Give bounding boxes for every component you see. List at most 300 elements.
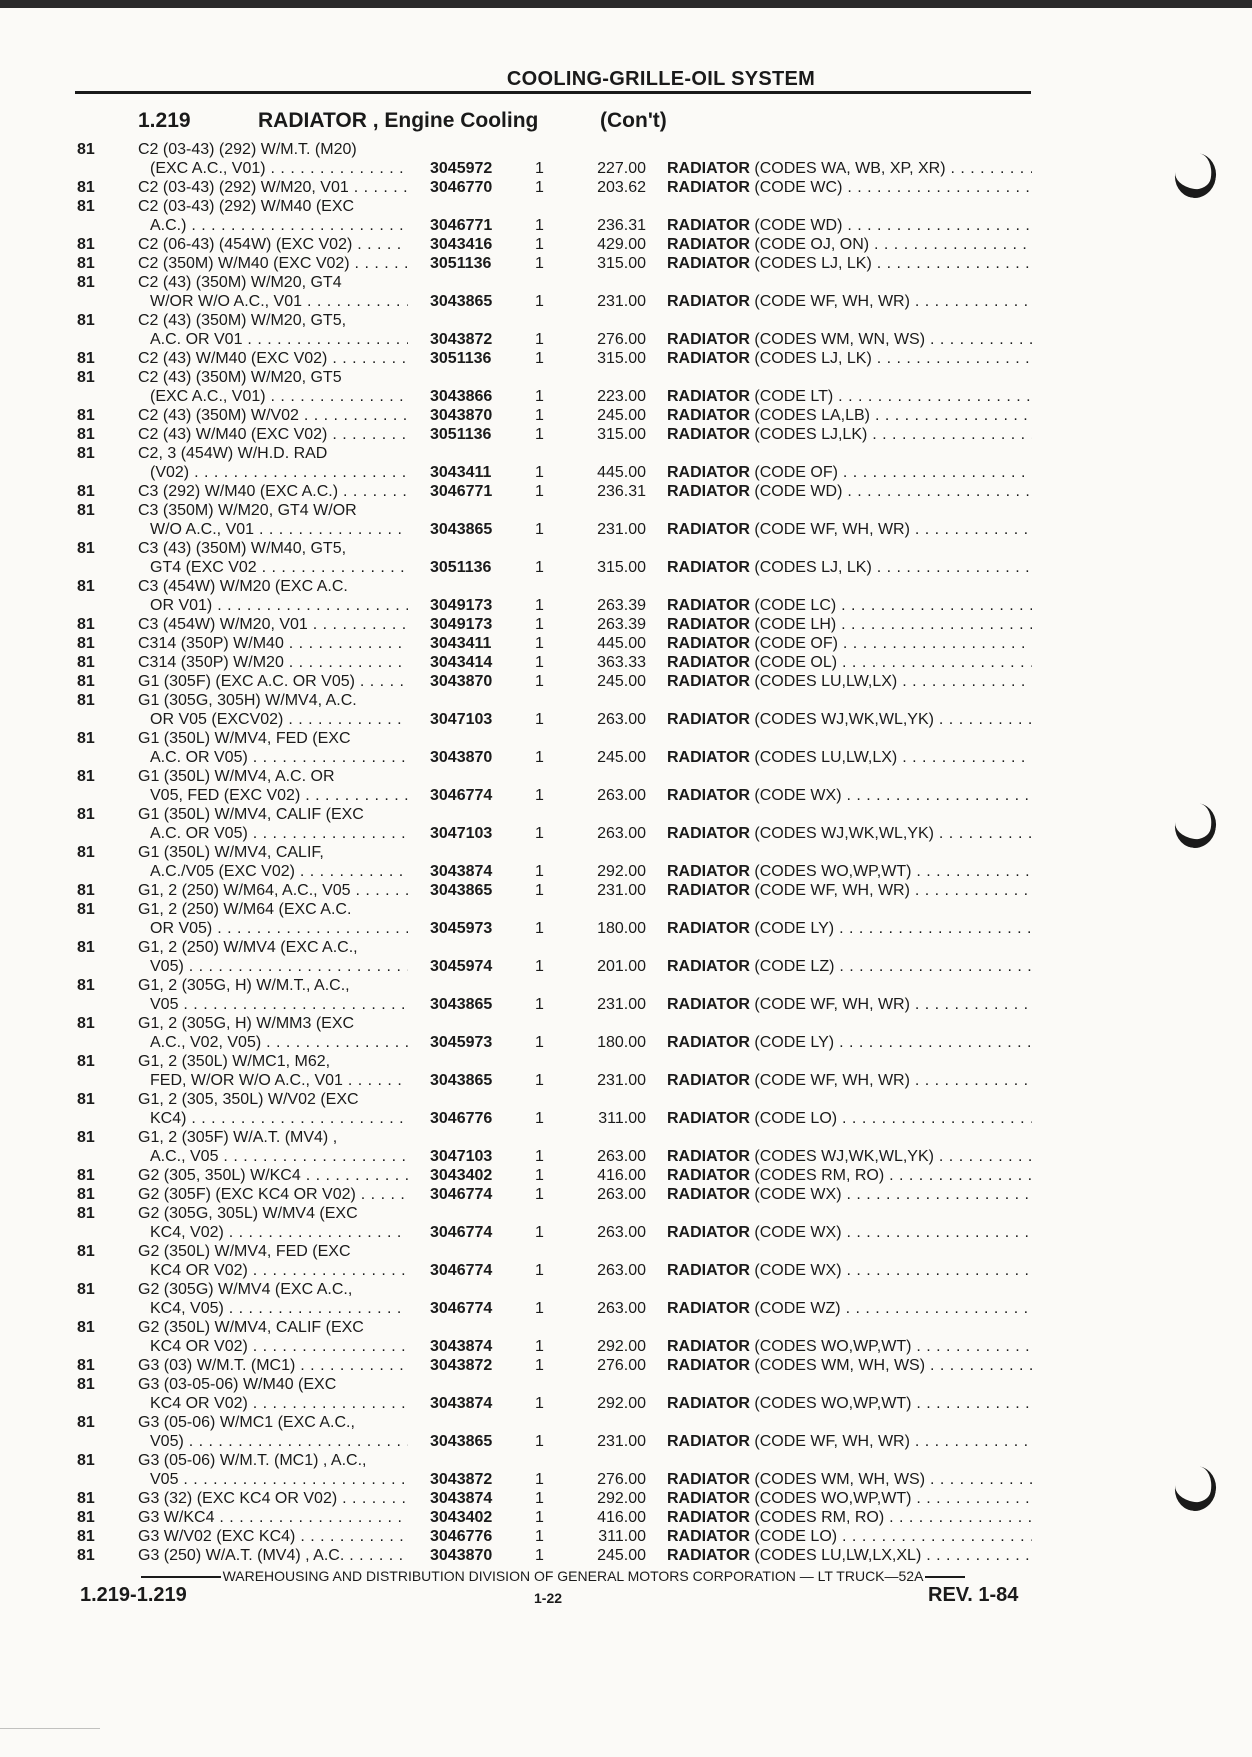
price: 429.00 <box>597 236 646 253</box>
model-code: 81 <box>77 1015 95 1032</box>
table-row <box>0 140 1252 159</box>
price: 263.00 <box>597 1148 646 1165</box>
model-code: 81 <box>77 407 95 424</box>
part-number: 3047103 <box>430 711 493 728</box>
part-number: 3043872 <box>430 1357 493 1374</box>
part-codes: (CODES LJ,LK) <box>749 426 868 443</box>
table-row <box>0 292 1252 311</box>
part-codes: (CODES WM, WH, WS) <box>749 1357 926 1374</box>
part-name-label: RADIATOR <box>667 1110 750 1127</box>
part-name-label: RADIATOR <box>667 1471 750 1488</box>
model-code: 81 <box>77 1547 95 1564</box>
part-codes: (CODES WO,WP,WT) <box>749 863 912 880</box>
part-name <box>667 254 1032 273</box>
part-name-label: RADIATOR <box>667 882 750 899</box>
part-codes: (CODES LJ, LK) <box>749 559 872 576</box>
application-description: C2 (43) (350M) W/M20, GT4 <box>138 274 342 291</box>
part-number: 3046776 <box>430 1528 493 1545</box>
application-description: G2 (305, 350L) W/KC4 . . . <box>138 1166 408 1185</box>
part-name <box>667 1071 1032 1090</box>
quantity: 1 <box>535 1110 544 1127</box>
footer-page-number: 1-22 <box>534 1590 563 1606</box>
part-name-label: RADIATOR <box>667 1034 750 1051</box>
table-row <box>0 862 1252 881</box>
application-description: A.C., V05 . . . <box>150 1147 408 1166</box>
part-name <box>667 1394 1032 1413</box>
part-number: 3043874 <box>430 1338 493 1355</box>
price: 263.00 <box>597 1262 646 1279</box>
application-description: G2 (305G) W/MV4 (EXC A.C., <box>138 1281 353 1298</box>
part-name <box>667 1166 1032 1185</box>
part-name-label: RADIATOR <box>667 673 750 690</box>
model-code: 81 <box>77 1414 95 1431</box>
group-name: RADIATOR , Engine Cooling <box>258 109 539 132</box>
application-description: V05, FED (EXC V02) . . . <box>150 786 408 805</box>
quantity: 1 <box>535 749 544 766</box>
part-name <box>667 1109 1032 1128</box>
table-row <box>0 463 1252 482</box>
part-codes: (CODE WX) <box>749 1262 842 1279</box>
application-description: V05) . . . <box>150 957 408 976</box>
part-codes: (CODE LZ) <box>749 958 835 975</box>
price: 245.00 <box>597 407 646 424</box>
part-name-label: RADIATOR <box>667 863 750 880</box>
price: 231.00 <box>597 1072 646 1089</box>
application-description: G1 (350L) W/MV4, A.C. OR <box>138 768 335 785</box>
part-codes: (CODE WX) <box>749 787 842 804</box>
quantity: 1 <box>535 863 544 880</box>
quantity: 1 <box>535 1547 544 1564</box>
table-row <box>0 1451 1252 1470</box>
table-row <box>0 1071 1252 1090</box>
price: 263.00 <box>597 787 646 804</box>
table-row <box>0 1413 1252 1432</box>
table-row <box>0 843 1252 862</box>
quantity: 1 <box>535 388 544 405</box>
quantity: 1 <box>535 1262 544 1279</box>
table-row <box>0 1280 1252 1299</box>
model-code: 81 <box>77 635 95 652</box>
part-name-label: RADIATOR <box>667 407 750 424</box>
table-row <box>0 178 1252 197</box>
part-name <box>667 1223 1032 1242</box>
application-description: FED, W/OR W/O A.C., V01 . . . <box>150 1071 408 1090</box>
part-name-label: RADIATOR <box>667 920 750 937</box>
part-name <box>667 786 1032 805</box>
table-row <box>0 1489 1252 1508</box>
part-codes: (CODE LO) <box>749 1110 838 1127</box>
quantity: 1 <box>535 616 544 633</box>
quantity: 1 <box>535 996 544 1013</box>
parts-list <box>0 140 1252 1565</box>
application-description: KC4 OR V02) . . . <box>150 1337 408 1356</box>
table-row <box>0 1166 1252 1185</box>
part-name <box>667 558 1032 577</box>
part-codes: (CODES WO,WP,WT) <box>749 1338 912 1355</box>
price: 315.00 <box>597 350 646 367</box>
application-description: KC4, V05) . . . <box>150 1299 408 1318</box>
price: 363.33 <box>597 654 646 671</box>
quantity: 1 <box>535 350 544 367</box>
application-description: KC4 OR V02) . . . <box>150 1261 408 1280</box>
model-code: 81 <box>77 483 95 500</box>
part-name-label: RADIATOR <box>667 1433 750 1450</box>
part-codes: (CODES LJ, LK) <box>749 255 872 272</box>
part-number: 3043866 <box>430 388 493 405</box>
table-row <box>0 501 1252 520</box>
part-number: 3047103 <box>430 825 493 842</box>
application-description: A.C.) . . . <box>150 216 408 235</box>
part-codes: (CODES WA, WB, XP, XR) <box>749 160 946 177</box>
quantity: 1 <box>535 1509 544 1526</box>
price: 445.00 <box>597 635 646 652</box>
table-row <box>0 596 1252 615</box>
part-name <box>667 1356 1032 1375</box>
table-row <box>0 786 1252 805</box>
price: 263.00 <box>597 1300 646 1317</box>
table-row <box>0 1033 1252 1052</box>
price: 315.00 <box>597 426 646 443</box>
table-row <box>0 235 1252 254</box>
part-name-label: RADIATOR <box>667 1357 750 1374</box>
quantity: 1 <box>535 920 544 937</box>
part-name <box>667 178 1032 197</box>
table-row <box>0 1242 1252 1261</box>
model-code: 81 <box>77 768 95 785</box>
part-codes: (CODES LU,LW,LX) <box>749 673 898 690</box>
price: 276.00 <box>597 331 646 348</box>
table-row <box>0 1508 1252 1527</box>
part-name <box>667 159 1032 178</box>
application-description: C3 (350M) W/M20, GT4 W/OR <box>138 502 357 519</box>
quantity: 1 <box>535 483 544 500</box>
quantity: 1 <box>535 160 544 177</box>
quantity: 1 <box>535 464 544 481</box>
part-codes: (CODES WJ,WK,WL,YK) <box>749 1148 934 1165</box>
quantity: 1 <box>535 1224 544 1241</box>
price: 203.62 <box>597 179 646 196</box>
price: 311.00 <box>598 1528 646 1545</box>
quantity: 1 <box>535 255 544 272</box>
application-description: C2, 3 (454W) W/H.D. RAD <box>138 445 328 462</box>
part-number: 3043414 <box>430 654 493 671</box>
quantity: 1 <box>535 882 544 899</box>
model-code: 81 <box>77 1376 95 1393</box>
part-name-label: RADIATOR <box>667 1167 750 1184</box>
part-name-label: RADIATOR <box>667 255 750 272</box>
part-number: 3045972 <box>430 160 493 177</box>
model-code: 81 <box>77 1357 95 1374</box>
application-description: OR V05) . . . <box>150 919 408 938</box>
quantity: 1 <box>535 654 544 671</box>
quantity: 1 <box>535 407 544 424</box>
application-description: G1 (305G, 305H) W/MV4, A.C. <box>138 692 357 709</box>
model-code: 81 <box>77 806 95 823</box>
table-row <box>0 1394 1252 1413</box>
part-number: 3045974 <box>430 958 493 975</box>
part-name-label: RADIATOR <box>667 1528 750 1545</box>
table-row <box>0 330 1252 349</box>
part-codes: (CODES LU,LW,LX) <box>749 749 898 766</box>
part-name-label: RADIATOR <box>667 1072 750 1089</box>
section-title: COOLING-GRILLE-OIL SYSTEM <box>506 68 816 90</box>
part-codes: (CODES WJ,WK,WL,YK) <box>749 711 934 728</box>
part-name-label: RADIATOR <box>667 521 750 538</box>
application-description: G1 (350L) W/MV4, CALIF (EXC <box>138 806 364 823</box>
part-name <box>667 406 1032 425</box>
binder-hole-mark <box>1190 172 1216 198</box>
price: 263.00 <box>597 1224 646 1241</box>
table-row <box>0 539 1252 558</box>
application-description: G2 (350L) W/MV4, CALIF (EXC <box>138 1319 364 1336</box>
part-name <box>667 292 1032 311</box>
part-name-label: RADIATOR <box>667 996 750 1013</box>
scan-smudge <box>0 1728 100 1729</box>
table-row <box>0 482 1252 501</box>
part-codes: (CODE WF, WH, WR) <box>749 1072 910 1089</box>
price: 445.00 <box>597 464 646 481</box>
application-description: OR V01) . . . <box>150 596 408 615</box>
application-description: G1, 2 (305, 350L) W/V02 (EXC <box>138 1091 359 1108</box>
footer-rule-right <box>925 1576 965 1578</box>
application-description: C2 (350M) W/M40 (EXC V02) . . . <box>138 254 408 273</box>
quantity: 1 <box>535 597 544 614</box>
part-name-label: RADIATOR <box>667 749 750 766</box>
quantity: 1 <box>535 559 544 576</box>
part-codes: (CODES RM, RO) <box>749 1167 885 1184</box>
model-code: 81 <box>77 673 95 690</box>
part-name-label: RADIATOR <box>667 825 750 842</box>
price: 416.00 <box>597 1167 646 1184</box>
part-number: 3046770 <box>430 179 493 196</box>
application-description: V05 . . . <box>150 995 408 1014</box>
group-number: 1.219 <box>138 109 191 132</box>
part-name <box>667 1261 1032 1280</box>
price: 231.00 <box>597 1433 646 1450</box>
price: 263.00 <box>597 711 646 728</box>
part-codes: (CODE LT) <box>749 388 834 405</box>
price: 245.00 <box>597 1547 646 1564</box>
price: 263.39 <box>597 616 646 633</box>
table-row <box>0 1432 1252 1451</box>
quantity: 1 <box>535 217 544 234</box>
table-row <box>0 824 1252 843</box>
quantity: 1 <box>535 293 544 310</box>
part-codes: (CODE LH) <box>749 616 837 633</box>
part-codes: (CODE WD) <box>749 483 843 500</box>
table-row <box>0 254 1252 273</box>
part-number: 3051136 <box>430 426 492 443</box>
quantity: 1 <box>535 1034 544 1051</box>
part-name <box>667 672 1032 691</box>
part-name <box>667 1489 1032 1508</box>
model-code: 81 <box>77 350 95 367</box>
part-name-label: RADIATOR <box>667 597 750 614</box>
part-number: 3046774 <box>430 1300 493 1317</box>
table-row <box>0 577 1252 596</box>
application-description: G3 (03) W/M.T. (MC1) . . . <box>138 1356 408 1375</box>
price: 201.00 <box>597 958 646 975</box>
quantity: 1 <box>535 1148 544 1165</box>
part-name <box>667 1337 1032 1356</box>
model-code: 81 <box>77 1167 95 1184</box>
part-number: 3043874 <box>430 1395 493 1412</box>
price: 292.00 <box>597 1338 646 1355</box>
model-code: 81 <box>77 616 95 633</box>
application-description: G1, 2 (350L) W/MC1, M62, <box>138 1053 331 1070</box>
application-description: KC4, V02) . . . <box>150 1223 408 1242</box>
quantity: 1 <box>535 1357 544 1374</box>
part-number: 3046774 <box>430 1224 493 1241</box>
model-code: 81 <box>77 312 95 329</box>
model-code: 81 <box>77 198 95 215</box>
price: 236.31 <box>597 483 646 500</box>
price: 263.39 <box>597 597 646 614</box>
part-codes: (CODE OL) <box>749 654 838 671</box>
application-description: C2 (43) (350M) W/M20, GT5 <box>138 369 342 386</box>
part-name <box>667 235 1032 254</box>
quantity: 1 <box>535 1528 544 1545</box>
part-name <box>667 1508 1032 1527</box>
part-name <box>667 1546 1032 1565</box>
model-code: 81 <box>77 654 95 671</box>
part-number: 3043865 <box>430 293 493 310</box>
part-name-label: RADIATOR <box>667 1300 750 1317</box>
table-row <box>0 1052 1252 1071</box>
application-description: G3 (32) (EXC KC4 OR V02) . . . <box>138 1489 408 1508</box>
table-row <box>0 1128 1252 1147</box>
application-description: G1, 2 (305G, H) W/MM3 (EXC <box>138 1015 355 1032</box>
part-name <box>667 995 1032 1014</box>
model-code: 81 <box>77 445 95 462</box>
quantity: 1 <box>535 1490 544 1507</box>
table-row <box>0 387 1252 406</box>
part-name <box>667 387 1032 406</box>
quantity: 1 <box>535 1395 544 1412</box>
table-row <box>0 406 1252 425</box>
part-name <box>667 710 1032 729</box>
price: 315.00 <box>597 559 646 576</box>
part-number: 3047103 <box>430 1148 493 1165</box>
model-code: 81 <box>77 179 95 196</box>
part-name <box>667 1147 1032 1166</box>
part-codes: (CODES WO,WP,WT) <box>749 1395 912 1412</box>
part-number: 3046771 <box>430 217 493 234</box>
table-row <box>0 1299 1252 1318</box>
part-codes: (CODE WZ) <box>749 1300 841 1317</box>
part-codes: (CODES WM, WH, WS) <box>749 1471 926 1488</box>
part-name-label: RADIATOR <box>667 616 750 633</box>
table-row <box>0 1204 1252 1223</box>
quantity: 1 <box>535 1433 544 1450</box>
model-code: 81 <box>77 730 95 747</box>
model-code: 81 <box>77 236 95 253</box>
part-number: 3043870 <box>430 673 493 690</box>
application-description: G1 (305F) (EXC A.C. OR V05) . . . <box>138 672 408 691</box>
table-row <box>0 1223 1252 1242</box>
application-description: A.C., V02, V05) . . . <box>150 1033 408 1052</box>
price: 231.00 <box>597 996 646 1013</box>
model-code: 81 <box>77 1243 95 1260</box>
part-name <box>667 919 1032 938</box>
title-rule <box>75 91 1031 94</box>
application-description: C2 (43) W/M40 (EXC V02) . . . <box>138 349 408 368</box>
part-name-label: RADIATOR <box>667 1547 750 1564</box>
part-number: 3051136 <box>430 350 492 367</box>
application-description: G3 W/V02 (EXC KC4) . . . <box>138 1527 408 1546</box>
application-description: W/OR W/O A.C., V01 . . . <box>150 292 408 311</box>
application-description: A.C. OR V01 . . . <box>150 330 408 349</box>
part-name-label: RADIATOR <box>667 711 750 728</box>
model-code: 81 <box>77 844 95 861</box>
part-name <box>667 463 1032 482</box>
part-codes: (CODE WF, WH, WR) <box>749 996 910 1013</box>
continued-label: (Con't) <box>600 109 667 132</box>
application-description: G3 W/KC4 . . . <box>138 1508 408 1527</box>
table-row <box>0 900 1252 919</box>
table-row <box>0 1318 1252 1337</box>
table-row <box>0 273 1252 292</box>
model-code: 81 <box>77 426 95 443</box>
table-row <box>0 976 1252 995</box>
part-number: 3043411 <box>430 464 492 481</box>
application-description: A.C. OR V05) . . . <box>150 824 408 843</box>
price: 276.00 <box>597 1357 646 1374</box>
application-description: G3 (250) W/A.T. (MV4) , A.C. . . . <box>138 1546 408 1565</box>
page-top-edge <box>0 0 1252 8</box>
price: 315.00 <box>597 255 646 272</box>
part-name <box>667 1470 1032 1489</box>
part-number: 3043865 <box>430 882 493 899</box>
table-row <box>0 216 1252 235</box>
application-description: C2 (43) W/M40 (EXC V02) . . . <box>138 425 408 444</box>
application-description: V05) . . . <box>150 1432 408 1451</box>
binder-hole-mark <box>1190 1485 1216 1511</box>
model-code: 81 <box>77 369 95 386</box>
part-number: 3049173 <box>430 597 493 614</box>
application-description: C2 (03-43) (292) W/M.T. (M20) <box>138 141 357 158</box>
part-name-label: RADIATOR <box>667 464 750 481</box>
table-row <box>0 767 1252 786</box>
price: 416.00 <box>597 1509 646 1526</box>
table-row <box>0 444 1252 463</box>
quantity: 1 <box>535 711 544 728</box>
part-name <box>667 1185 1032 1204</box>
model-code: 81 <box>77 1186 95 1203</box>
application-description: G1, 2 (250) W/M64 (EXC A.C. <box>138 901 352 918</box>
table-row <box>0 805 1252 824</box>
footer-division-line <box>75 1568 1031 1584</box>
price: 231.00 <box>597 293 646 310</box>
part-codes: (CODE LY) <box>749 1034 835 1051</box>
application-description: KC4) . . . <box>150 1109 408 1128</box>
part-number: 3043416 <box>430 236 493 253</box>
part-name-label: RADIATOR <box>667 160 750 177</box>
part-number: 3043874 <box>430 863 493 880</box>
price: 292.00 <box>597 1490 646 1507</box>
model-code: 81 <box>77 502 95 519</box>
application-description: C314 (350P) W/M20 . . . <box>138 653 408 672</box>
application-description: G1, 2 (250) W/MV4 (EXC A.C., <box>138 939 358 956</box>
part-name-label: RADIATOR <box>667 1224 750 1241</box>
model-code: 81 <box>77 977 95 994</box>
application-description: G1, 2 (305G, H) W/M.T., A.C., <box>138 977 350 994</box>
table-row <box>0 634 1252 653</box>
quantity: 1 <box>535 331 544 348</box>
part-name <box>667 615 1032 634</box>
part-name <box>667 824 1032 843</box>
model-code: 81 <box>77 939 95 956</box>
